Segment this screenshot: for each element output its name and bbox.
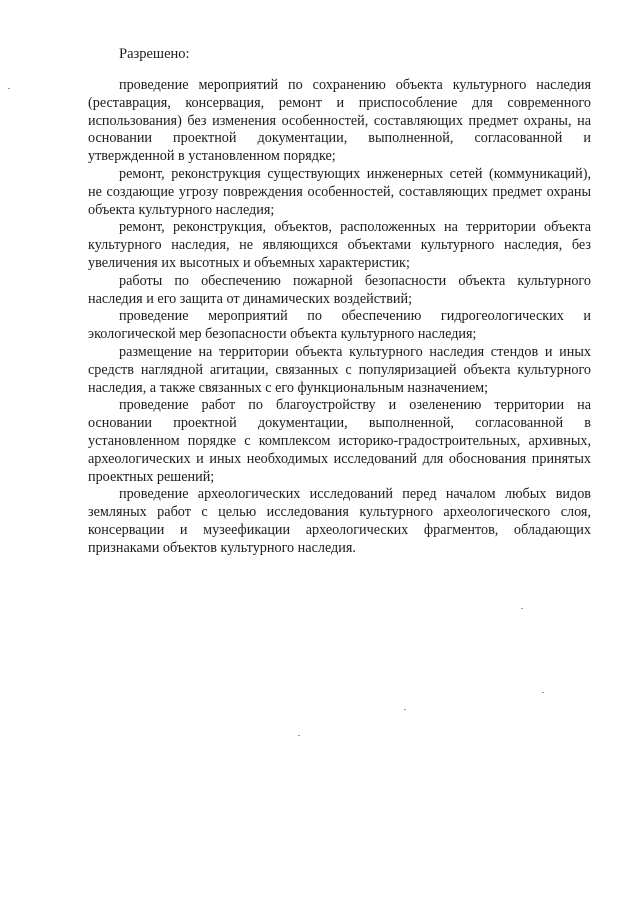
permitted-item-restoration: проведение мероприятий по сохранению объекта культурного наследия (реставрация, консервация, ремонт и приспособление для современного использования) без изменения особенностей, составляющих предмет охраны, на основании проектной документации, выполненной, согласованной и утвержденной в установленном порядке; bbox=[88, 77, 591, 165]
permitted-item-stands: размещение на территории объекта культурного наследия стендов и иных средств наглядной агитации, связанных с популяризацией объекта культурного наследия, а также связанных с его функциональным назначением; bbox=[88, 343, 591, 396]
scan-speck bbox=[404, 709, 406, 710]
document-heading: Разрешено: bbox=[119, 46, 190, 62]
scan-speck bbox=[521, 608, 523, 609]
permitted-item-hydrogeological: проведение мероприятий по обеспечению гидрогеологических и экологической мер безопасности объекта культурного наследия; bbox=[88, 308, 591, 343]
permitted-item-reconstruction: ремонт, реконструкция, объектов, расположенных на территории объекта культурного наследия, не являющихся объектами культурного наследия, без увеличения их высотных и объемных характеристик; bbox=[88, 219, 591, 271]
permitted-works-list bbox=[88, 77, 591, 558]
permitted-item-landscaping: проведение работ по благоустройству и озеленению территории на основании проектной документации, выполненной, согласованной в установленном порядке с комплексом историко-градостроительных, архивных, археологических и иных необходимых исследований для обоснования принятых проектных решений; bbox=[88, 397, 591, 485]
scan-speck bbox=[542, 692, 544, 693]
permitted-item-archaeology: проведение археологических исследований перед началом любых видов земляных работ с целью исследования культурного археологического слоя, консервации и музеефикации археологических фрагментов, обладающих признаками объектов культурного наследия. bbox=[88, 486, 591, 556]
scan-speck bbox=[8, 88, 10, 89]
permitted-item-utility-networks: ремонт, реконструкция существующих инженерных сетей (коммуникаций), не создающие угрозу повреждения особенностей, составляющих предмет охраны объекта культурного наследия; bbox=[88, 165, 591, 218]
permitted-item-fire-safety: работы по обеспечению пожарной безопасности объекта культурного наследия и его защита от динамических воздействий; bbox=[88, 272, 591, 307]
scan-speck bbox=[298, 735, 300, 736]
